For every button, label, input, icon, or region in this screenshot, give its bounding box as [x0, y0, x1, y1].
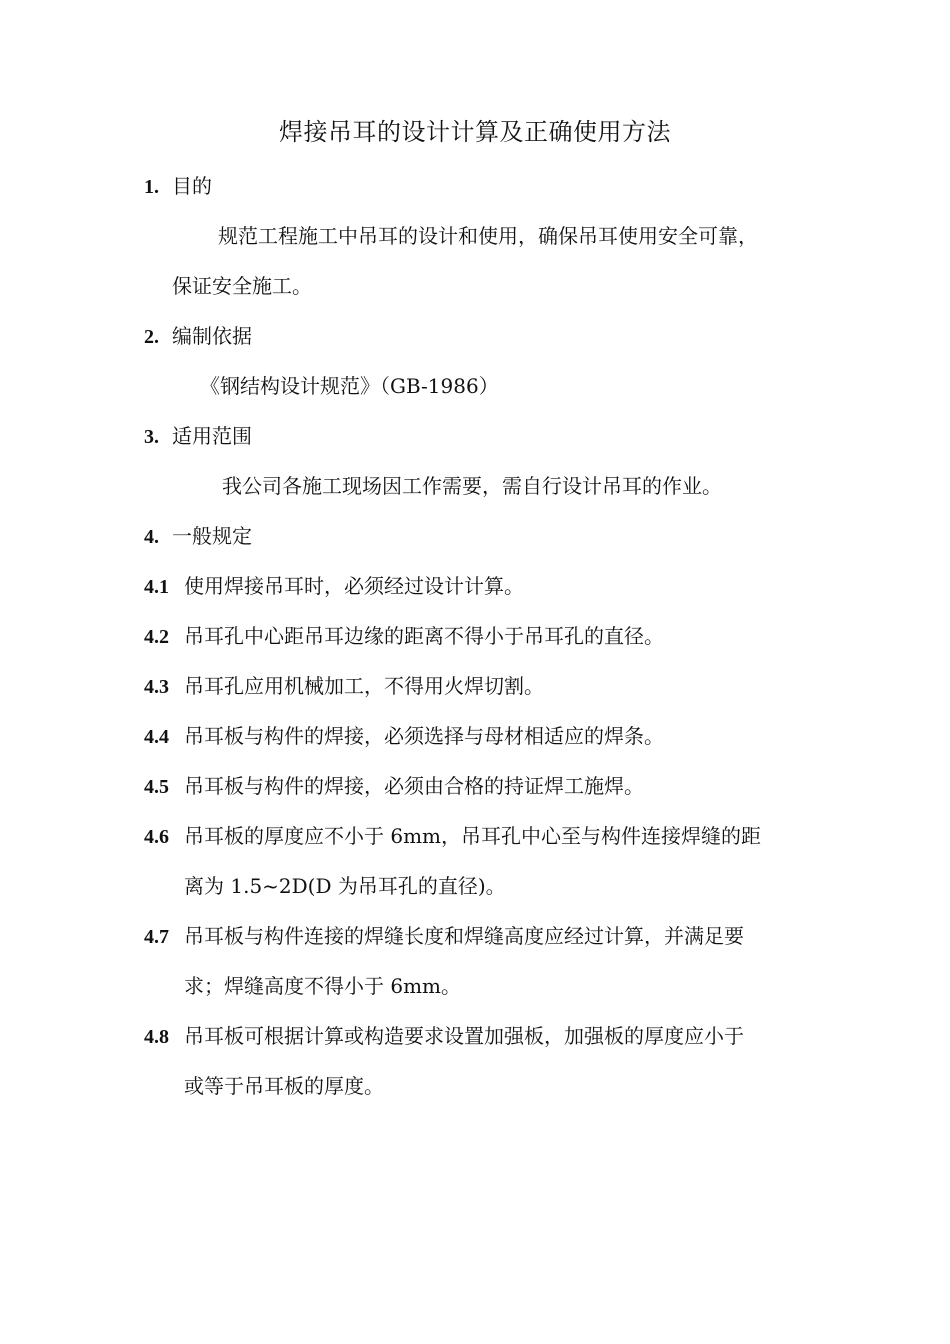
section-2-body-line-1: 《钢结构设计规范》（GB-1986） — [200, 374, 499, 398]
list-item-4-8-continuation: 或等于吊耳板的厚度。 — [184, 1074, 384, 1098]
list-item-4-1 — [144, 572, 524, 601]
list-item-number: 4.6 — [144, 826, 169, 848]
section-1-number: 1. — [144, 176, 159, 198]
section-1-heading — [144, 172, 212, 201]
list-item-4-2 — [144, 622, 664, 651]
section-4-number: 4. — [144, 526, 159, 548]
list-item-4-6 — [144, 822, 761, 851]
list-item-4-8 — [144, 1022, 744, 1051]
section-3-title: 适用范围 — [172, 424, 252, 448]
section-2-title: 编制依据 — [172, 324, 252, 348]
list-item-4-7 — [144, 922, 744, 951]
list-item-4-6-continuation: 离为 1.5~2D(D 为吊耳孔的直径)。 — [184, 874, 506, 898]
list-item-number: 4.1 — [144, 576, 169, 598]
list-item-text: 使用焊接吊耳时，必须经过设计计算。 — [184, 574, 524, 598]
section-3-heading — [144, 422, 252, 451]
section-2-heading — [144, 322, 252, 351]
list-item-4-7-continuation: 求；焊缝高度不得小于 6mm。 — [184, 974, 462, 998]
section-1-body-line-2: 保证安全施工。 — [172, 274, 312, 298]
list-item-number: 4.8 — [144, 1026, 169, 1048]
section-1-title: 目的 — [172, 174, 212, 198]
list-item-4-4 — [144, 722, 664, 751]
list-item-4-5 — [144, 772, 644, 801]
list-item-text: 吊耳板的厚度应不小于 6mm，吊耳孔中心至与构件连接焊缝的距 — [184, 824, 762, 848]
list-item-number: 4.5 — [144, 776, 169, 798]
list-item-number: 4.2 — [144, 626, 169, 648]
section-4-title: 一般规定 — [172, 524, 252, 548]
section-3-body-line-1: 我公司各施工现场因工作需要，需自行设计吊耳的作业。 — [222, 474, 722, 498]
list-item-4-3 — [144, 672, 544, 701]
section-3-number: 3. — [144, 426, 159, 448]
list-item-text: 吊耳板与构件连接的焊缝长度和焊缝高度应经过计算，并满足要 — [184, 924, 744, 948]
list-item-text: 吊耳板与构件的焊接，必须由合格的持证焊工施焊。 — [184, 774, 644, 798]
document-title: 焊接吊耳的设计计算及正确使用方法 — [279, 118, 671, 146]
section-2-number: 2. — [144, 326, 159, 348]
section-1-body-line-1: 规范工程施工中吊耳的设计和使用，确保吊耳使用安全可靠， — [218, 224, 758, 248]
section-4-heading — [144, 522, 252, 551]
list-item-text: 吊耳板与构件的焊接，必须选择与母材相适应的焊条。 — [184, 724, 664, 748]
list-item-text: 吊耳孔中心距吊耳边缘的距离不得小于吊耳孔的直径。 — [184, 624, 664, 648]
list-item-number: 4.3 — [144, 676, 169, 698]
list-item-text: 吊耳板可根据计算或构造要求设置加强板，加强板的厚度应小于 — [184, 1024, 744, 1048]
list-item-text: 吊耳孔应用机械加工，不得用火焊切割。 — [184, 674, 544, 698]
list-item-number: 4.4 — [144, 726, 169, 748]
list-item-number: 4.7 — [144, 926, 169, 948]
